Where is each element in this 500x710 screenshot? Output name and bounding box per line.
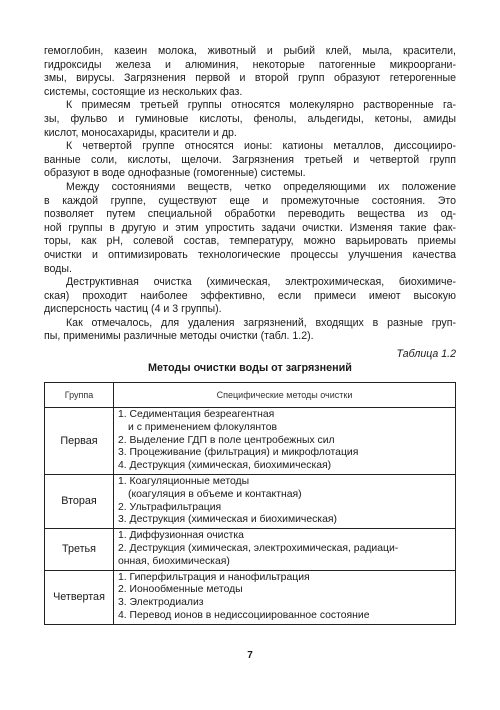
group-name: Третья bbox=[45, 529, 114, 570]
text-line: ская) проходит наиболее эффективно, если примеси имеют высокую bbox=[44, 289, 456, 302]
text-line: гемоглобин, казеин молока, животный и рыбий клей, мыла, красители, bbox=[44, 45, 456, 57]
method-item: 1. Коагуляционные методы bbox=[118, 475, 250, 487]
methods-cell bbox=[114, 570, 456, 624]
paragraph bbox=[44, 317, 456, 344]
header-methods: Специфические методы очистки bbox=[114, 383, 456, 408]
methods-table bbox=[44, 382, 456, 625]
method-item: и с применением флокулянтов bbox=[128, 421, 278, 433]
body-text bbox=[44, 45, 456, 344]
text-line: ной группы в другую и этим упростить задачи очистки. Изменяя такие фак- bbox=[44, 221, 456, 234]
text-line: позволяет путем специальной обработки переводить вещества из од- bbox=[44, 208, 456, 221]
text-line: К четвертой группе относятся ионы: катионы металлов, диссоцииро- bbox=[66, 140, 456, 153]
method-item: 3. Электродиализ bbox=[118, 597, 204, 609]
text-line: очистки и оптимизировать технологические процессы улучшения качества bbox=[44, 248, 456, 261]
method-item: 1. Седиментация безреагентная bbox=[118, 409, 275, 420]
method-item: онная, биохимическая) bbox=[118, 555, 230, 567]
text-line: воды. bbox=[44, 262, 72, 275]
method-item: 4. Деструкция (химическая, биохимическая) bbox=[118, 460, 332, 472]
text-line: образуют в воде однофазные (гомогенные) системы. bbox=[44, 167, 306, 180]
table-row bbox=[45, 474, 456, 528]
text-line: К примесям третьей группы относятся молекулярно растворенные га- bbox=[66, 99, 456, 112]
text-line: кислот, моносахариды, красители и др. bbox=[44, 126, 237, 139]
method-item: 2. Выделение ГДП в поле центробежных сил bbox=[118, 434, 335, 446]
method-item: 1. Гиперфильтрация и нанофильтрация bbox=[118, 571, 310, 583]
text-line: дисперсность частиц (4 и 3 группы). bbox=[44, 303, 222, 316]
paragraph bbox=[44, 140, 456, 181]
group-name: Первая bbox=[45, 408, 114, 475]
method-item: 1. Диффузионная очистка bbox=[118, 530, 244, 542]
method-item: 2. Ультрафильтрация bbox=[118, 501, 222, 513]
text-line: змы, вирусы. Загрязнения первой и второй групп образуют гетерогенные bbox=[44, 72, 456, 85]
method-item: 3. Процеживание (фильтрация) и микрофлотация bbox=[118, 447, 359, 459]
methods-cell bbox=[114, 529, 456, 570]
table-title: Методы очистки воды от загрязнений bbox=[148, 362, 352, 374]
text-line: пы, применимы различные методы очистки (табл. 1.2). bbox=[44, 330, 314, 343]
group-name: Вторая bbox=[45, 474, 114, 528]
text-line: Как отмечалось, для удаления загрязнений, входящих в разные груп- bbox=[66, 316, 456, 329]
paragraph bbox=[44, 45, 456, 99]
table-row bbox=[45, 408, 456, 475]
method-item: 2. Ионообменные методы bbox=[118, 584, 243, 596]
text-line: зы, фульво и гуминовые кислоты, фенолы, альдегиды, кетоны, амиды bbox=[44, 112, 456, 125]
method-item: 4. Перевод ионов в недиссоциированное состояние bbox=[118, 609, 370, 621]
paragraph bbox=[44, 276, 456, 317]
method-item: (коагуляция в объеме и контактная) bbox=[128, 488, 302, 500]
text-line: ванные соли, кислоты, щелочи. Загрязнения третьей и четвертой групп bbox=[44, 153, 456, 166]
text-line: системы, состоящие из нескольких фаз. bbox=[44, 85, 243, 98]
methods-cell bbox=[114, 408, 456, 475]
text-line: в каждой группе, существуют еще и промежуточные состояния. Это bbox=[44, 194, 456, 207]
text-line: гидроксиды железа и алюминия, некоторые патогенные микрооргани- bbox=[44, 58, 456, 71]
text-line: Между состояниями веществ, четко определяющими их положение bbox=[66, 180, 456, 193]
paragraph bbox=[44, 181, 456, 276]
method-item: 3. Деструкция (химическая и биохимическая) bbox=[118, 514, 337, 526]
table-header-row bbox=[45, 383, 456, 408]
page-number: 7 bbox=[247, 650, 253, 661]
method-item: 2. Деструкция (химическая, электрохимическая, радиаци- bbox=[118, 542, 399, 554]
text-line: торы, как pH, солевой состав, температуру, можно варьировать приемы bbox=[44, 235, 456, 248]
methods-cell bbox=[114, 474, 456, 528]
header-group: Группа bbox=[45, 383, 114, 408]
text-line: Деструктивная очистка (химическая, электрохимическая, биохимиче- bbox=[66, 276, 456, 289]
paragraph bbox=[44, 99, 456, 140]
table-caption: Таблица 1.2 bbox=[396, 348, 456, 360]
group-name: Четвертая bbox=[45, 570, 114, 624]
table-row bbox=[45, 570, 456, 624]
table-row bbox=[45, 529, 456, 570]
